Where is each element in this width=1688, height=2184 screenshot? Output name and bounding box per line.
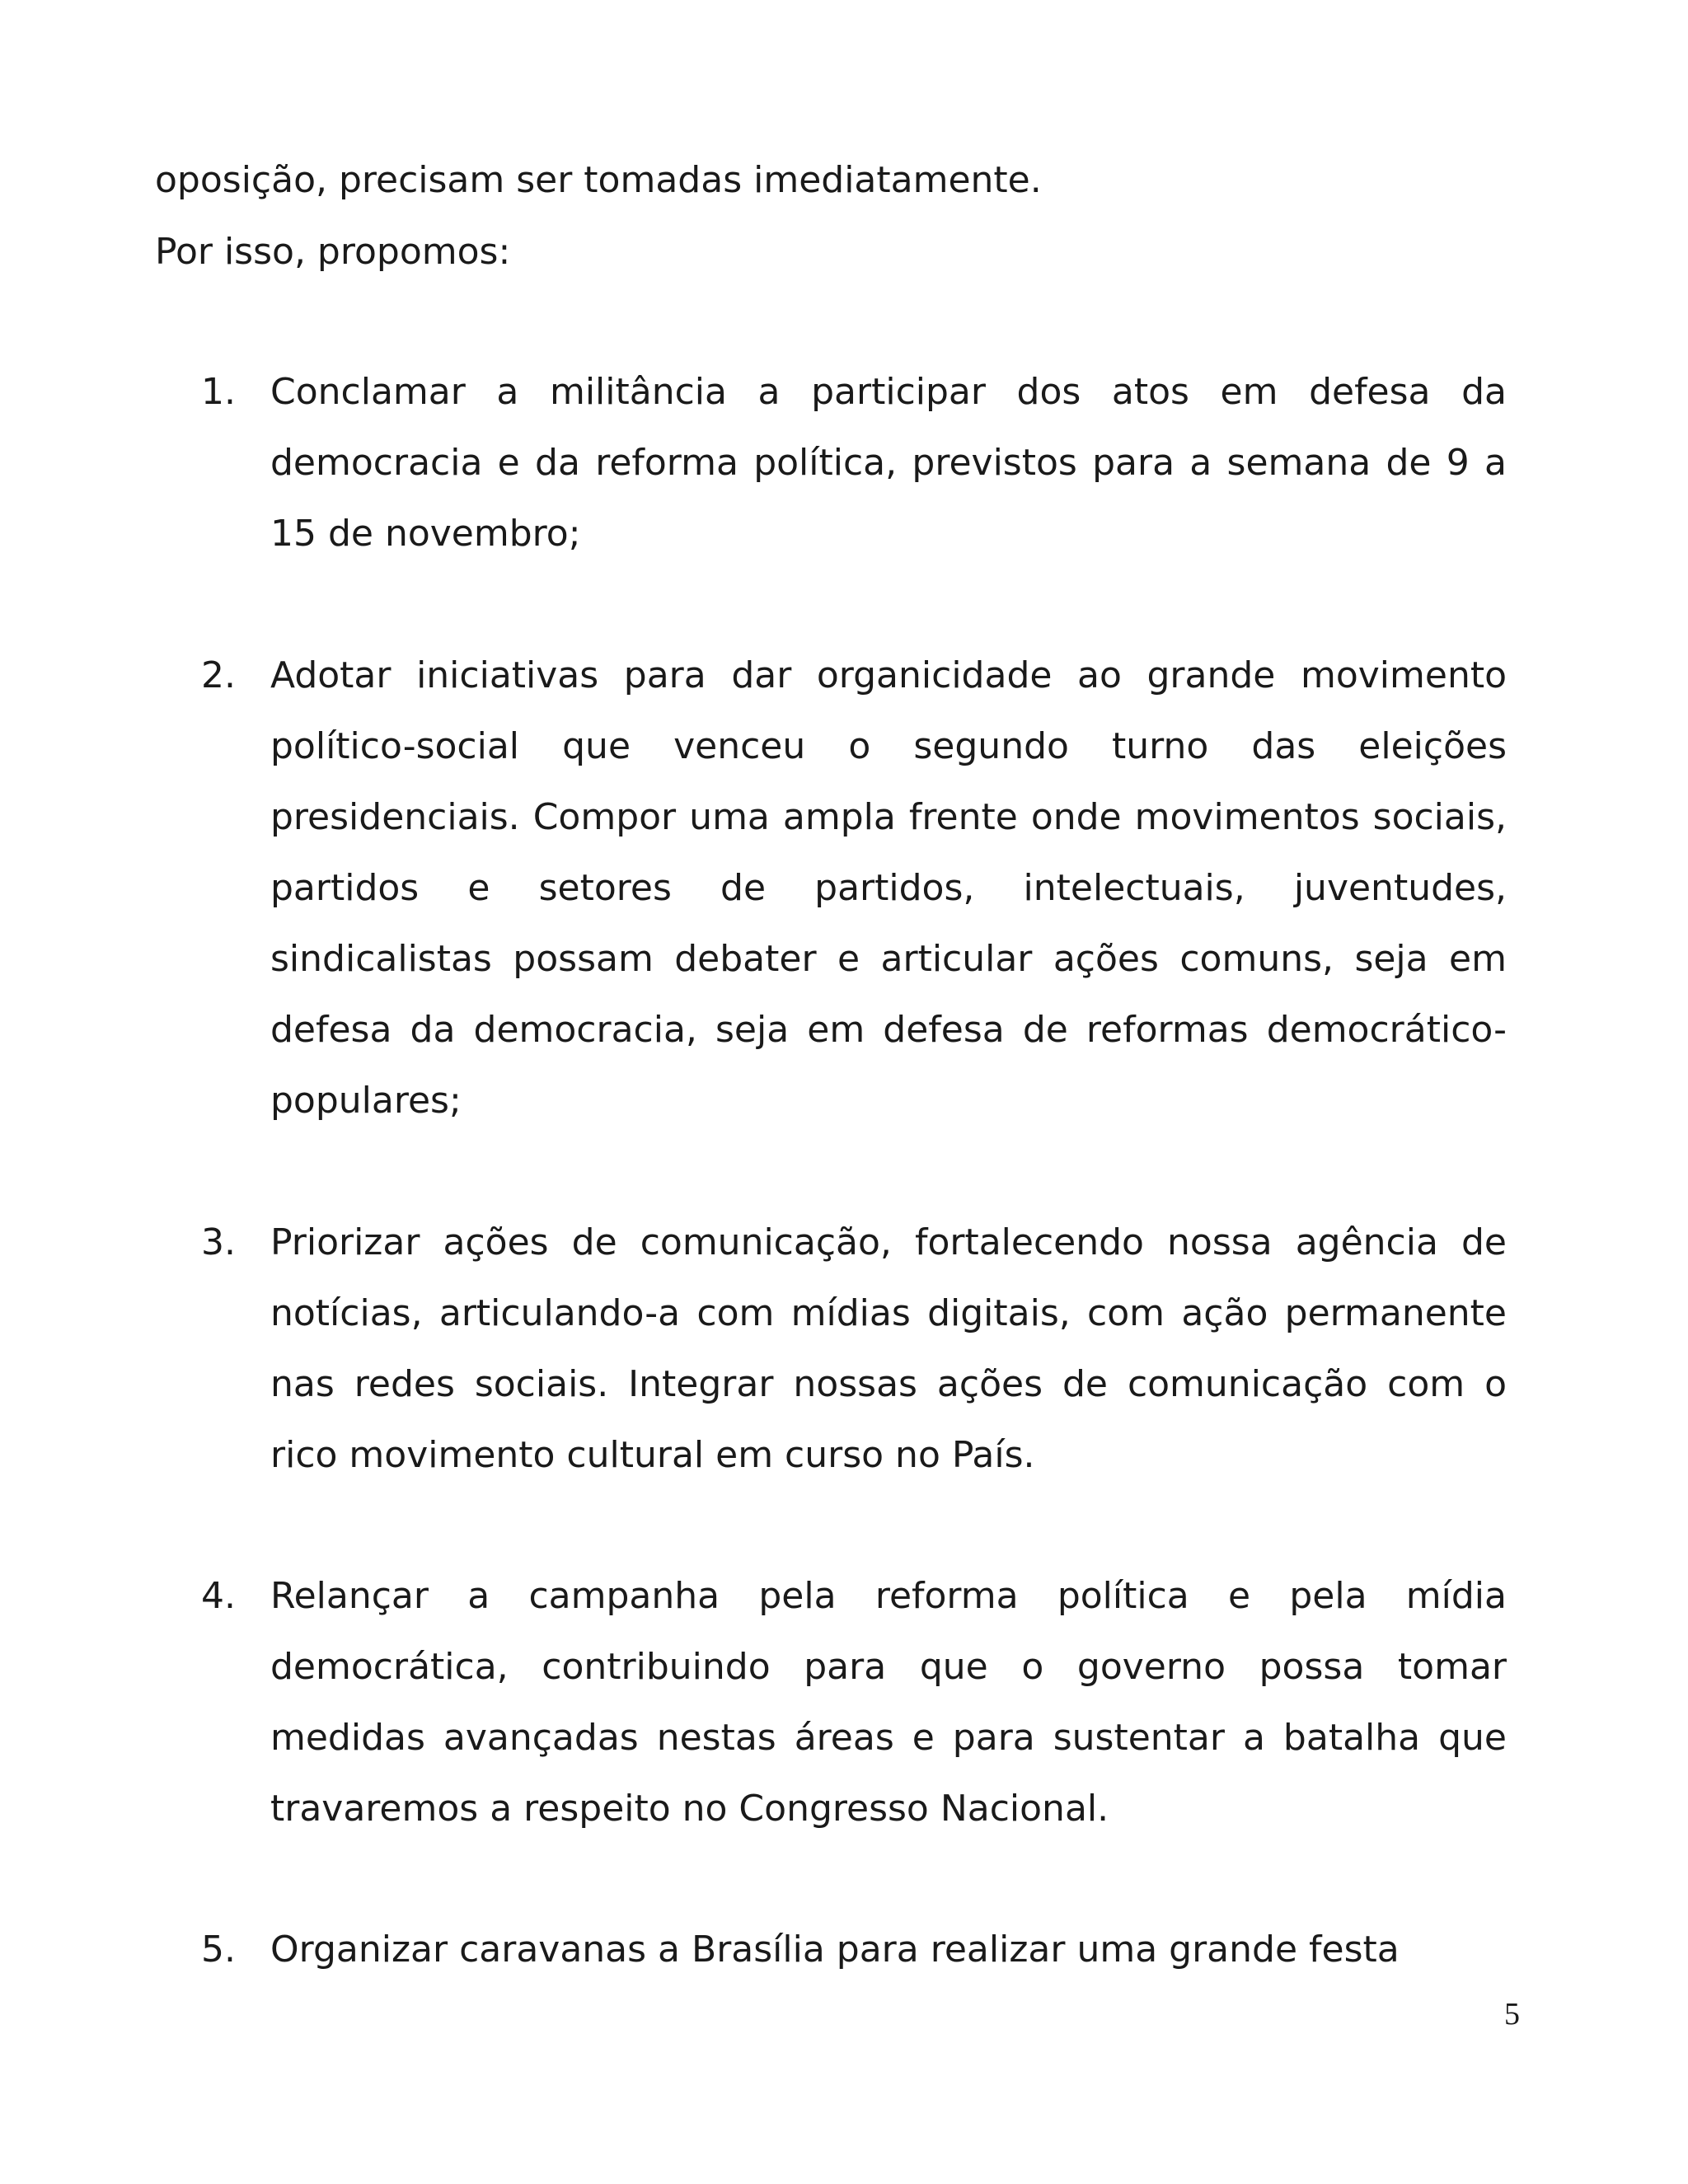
intro-line-1: oposição, precisam ser tomadas imediatamente. (155, 159, 1042, 201)
list-item-text: Conclamar a militância a participar dos atos em defesa da democracia e da reforma política, previstos para a semana de 9 a 15 de novembro; (270, 371, 1507, 555)
list-item-number: 4. (201, 1575, 236, 1617)
list-item-number: 5. (201, 1929, 236, 1971)
list-item-text: Priorizar ações de comunicação, fortalecendo nossa agência de notícias, articulando-a com mídias digitais, com ação permanente nas redes sociais. Integrar nossas ações de comunicação com o rico movimento cultural em curso no País. (270, 1221, 1507, 1476)
list-item-text: Relançar a campanha pela reforma política e pela mídia democrática, contribuindo para que o governo possa tomar medidas avançadas nestas áreas e para sustentar a batalha que travaremos a respeito no Congresso Nacional. (270, 1575, 1507, 1830)
list-item-text: Organizar caravanas a Brasília para realizar uma grande festa (270, 1929, 1400, 1971)
list-item-number: 3. (201, 1221, 236, 1263)
intro-line-2: Por isso, propomos: (155, 231, 511, 273)
list-item-text: Adotar iniciativas para dar organicidade ao grande movimento político-social que venceu o segundo turno das eleições presidenciais. Compor uma ampla frente onde movimentos sociais, partidos e setores de partidos, intelectuais, juventudes, sindicalistas possam debater e articular ações comuns, seja em defesa da democracia, seja em defesa de reformas democrático-populares; (270, 654, 1507, 1122)
page-number: 5 (1504, 1997, 1520, 2032)
list-item-number: 1. (201, 371, 236, 413)
list-item-number: 2. (201, 654, 236, 696)
